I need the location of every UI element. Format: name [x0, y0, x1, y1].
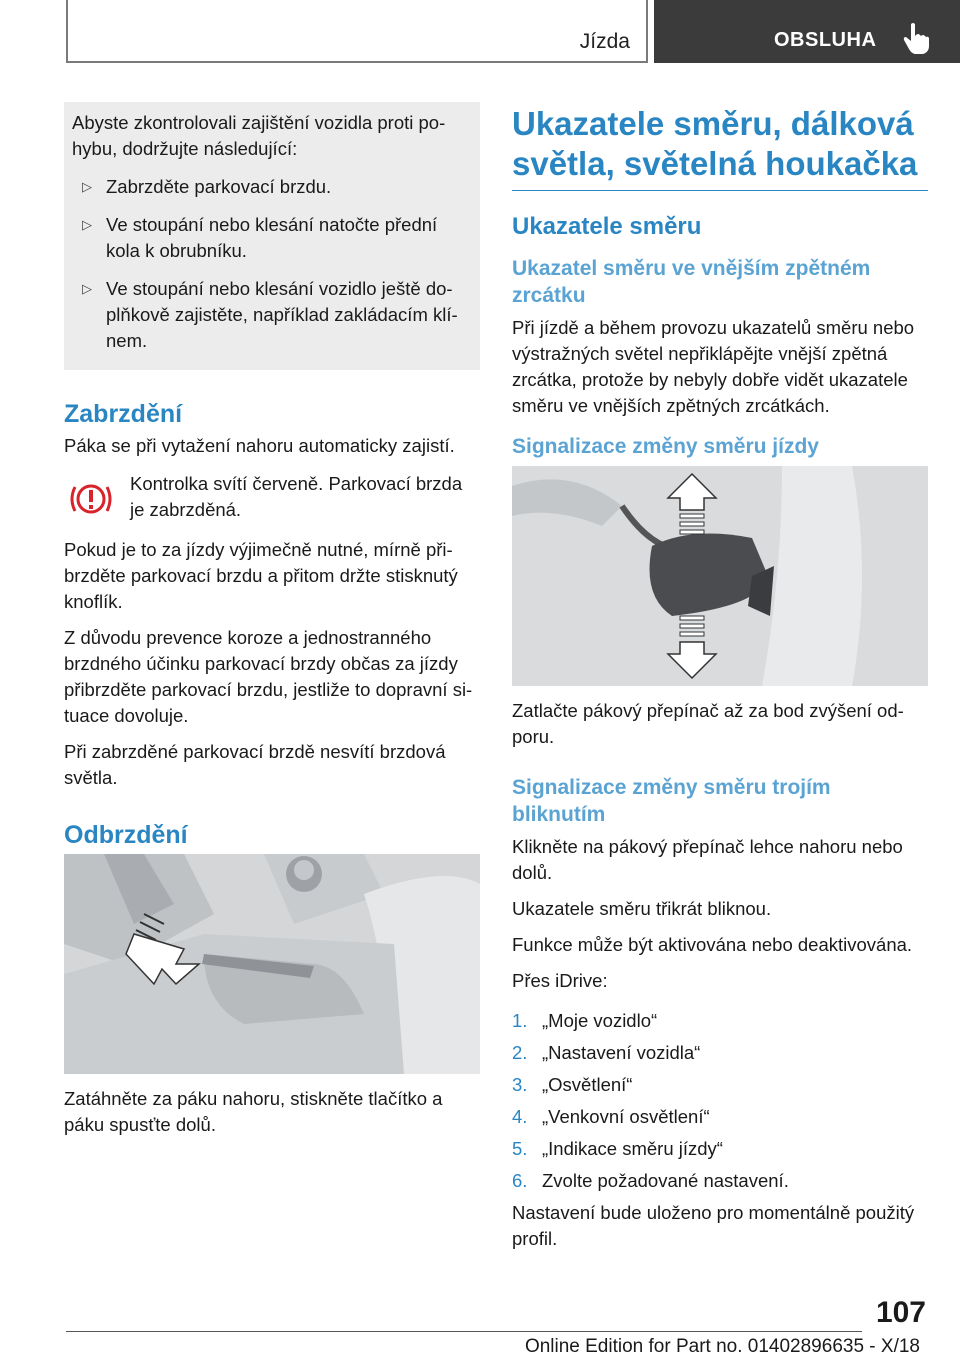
section-heading-turn-signals: Ukazatele směru [512, 213, 702, 240]
list-item: ▷ Ve stoupání nebo klesání vozidlo ještě do-plňkově zajistěte, například zakládacím klí-nem. [82, 278, 458, 351]
paragraph: Pokud je to za jízdy výjimečně nutné, mírně při-brzděte parkovací brzdu a přitom držte stisknutý knoflík. [64, 539, 458, 612]
section-heading-brake: Zabrzdění [64, 400, 183, 428]
parking-brake-lever-photo [64, 854, 480, 1074]
header-tab-obsluha[interactable] [654, 0, 960, 63]
hand-pointer-icon [902, 22, 930, 54]
section-heading-release: Odbrzdění [64, 821, 188, 849]
left-column [64, 102, 480, 1148]
right-column [512, 104, 928, 1262]
subheading-direction-change: Signalizace změny směru jízdy [512, 435, 819, 458]
infobox-list [72, 174, 470, 354]
paragraph: Při jízdě a během provozu ukazatelů směru nebo výstražných světel nepřiklápějte vnější zpětná zrcátka, protože by nebyly dobře vidět ukazatele směru ve vnějších zpětných zrcátkách. [512, 317, 915, 416]
idrive-steps [512, 1008, 928, 1194]
header-section-title: Jízda [579, 30, 630, 53]
paragraph: Přes iDrive: [512, 970, 608, 991]
paragraph: Z důvodu prevence koroze a jednostranného brzdného účinku parkovací brzdy občas za jízdy přibrzděte parkovací brzdu, jestliže to dopravní si-tuace dovoluje. [64, 627, 473, 726]
subheading-mirror-signal: Ukazatel směru ve vnějším zpětném zrcátku [512, 257, 871, 307]
step-item: 4. „Venkovní osvětlení“ [512, 1106, 710, 1127]
footer-divider [66, 1331, 862, 1332]
chapter-title: Ukazatele směru, dálková světla, světelná houkačka [512, 104, 928, 191]
step-item: 1. „Moje vozidlo“ [512, 1010, 658, 1031]
photo-caption: Zatlačte pákový přepínač až za bod zvýšení od-poru. [512, 700, 904, 747]
triangle-bullet-icon: ▷ [82, 281, 92, 296]
paragraph: Ukazatele směru třikrát bliknou. [512, 898, 772, 919]
warning-note [64, 471, 480, 523]
parking-brake-illustration [64, 854, 480, 1074]
photo-caption: Zatáhněte za páku nahoru, stiskněte tlačítko a páku spusťte dolů. [64, 1088, 443, 1135]
paragraph: Klikněte na pákový přepínač lehce nahoru nebo dolů. [512, 836, 903, 883]
warning-text: Kontrolka svítí červeně. Parkovací brzda je zabrzděná. [130, 473, 463, 520]
subheading-triple-blink: Signalizace změny směru trojím bliknutím [512, 776, 831, 826]
step-item: 5. „Indikace směru jízdy“ [512, 1138, 723, 1159]
footer-edition: Online Edition for Part no. 01402896635 - X/18 [524, 1336, 920, 1357]
turn-signal-illustration [512, 466, 928, 686]
parking-brake-warning-icon [68, 479, 114, 519]
paragraph: Při zabrzděné parkovací brzdě nesvítí brzdová světla. [64, 741, 446, 788]
safety-infobox [64, 102, 480, 370]
step-item: 6. Zvolte požadované nastavení. [512, 1170, 789, 1191]
paragraph: Páka se při vytažení nahoru automaticky zajistí. [64, 435, 455, 456]
infobox-intro: Abyste zkontrolovali zajištění vozidla proti po-hybu, dodržujte následující: [72, 112, 446, 159]
step-item: 2. „Nastavení vozidla“ [512, 1042, 701, 1063]
list-item: ▷ Zabrzděte parkovací brzdu. [72, 174, 470, 200]
turn-signal-lever-photo [512, 466, 928, 686]
paragraph: Nastavení bude uloženo pro momentálně použitý profil. [512, 1202, 915, 1249]
header-frame [66, 0, 648, 63]
triangle-bullet-icon: ▷ [82, 179, 92, 194]
triangle-bullet-icon: ▷ [82, 217, 92, 232]
step-item: 3. „Osvětlení“ [512, 1074, 633, 1095]
page-number: 107 [875, 1296, 926, 1329]
paragraph: Funkce může být aktivována nebo deaktivována. [512, 934, 913, 955]
header-tab-label: OBSLUHA [774, 29, 877, 51]
list-item: ▷ Ve stoupání nebo klesání natočte přední kola k obrubníku. [82, 214, 438, 261]
